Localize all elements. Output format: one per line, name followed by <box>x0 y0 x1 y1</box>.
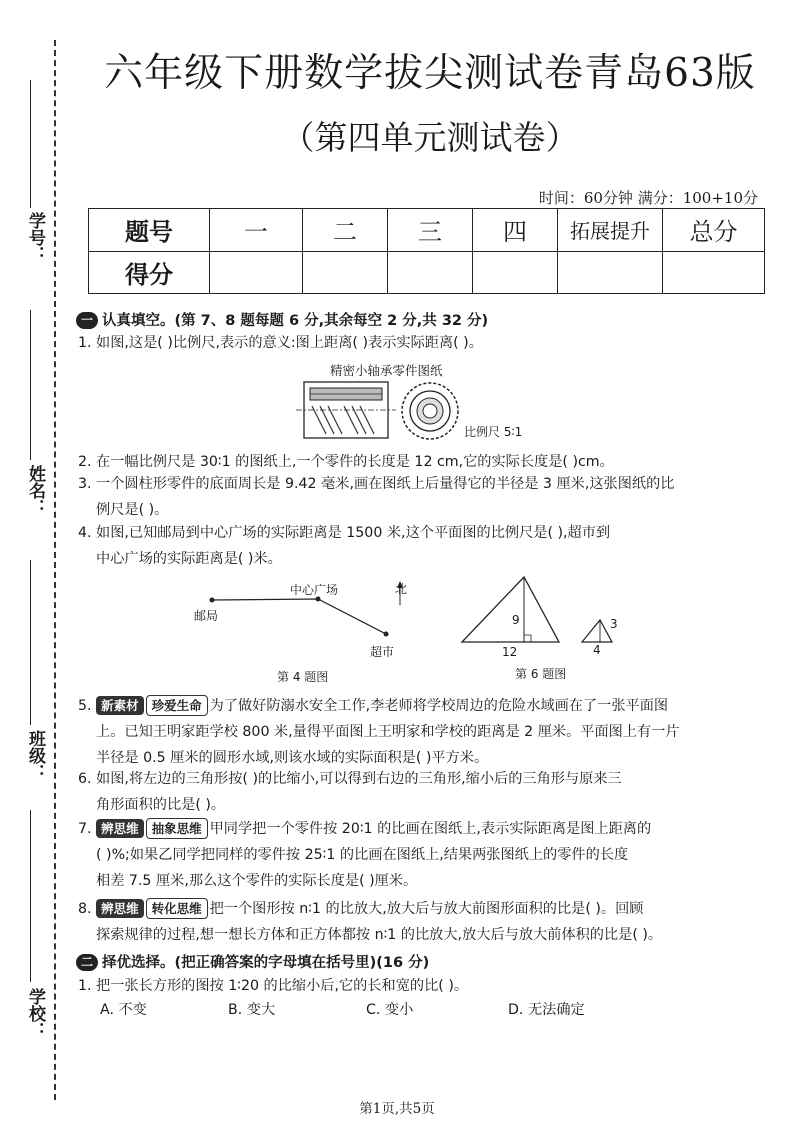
name-line <box>30 310 31 460</box>
school-line <box>30 810 31 982</box>
bearing-drawing <box>296 378 466 444</box>
school-label: 学校： <box>25 988 45 1039</box>
question-7 <box>78 816 748 894</box>
section2-title: 择优选择。(把正确答案的字母填在括号里)(16 分) <box>102 955 430 971</box>
section2-question-1 <box>78 973 748 999</box>
fig1-title: 精密小轴承零件图纸 <box>330 363 443 378</box>
tag-transform-thinking: 转化思维 <box>146 898 208 919</box>
option-c[interactable]: C. 变小 <box>366 1002 414 1018</box>
question-5-line1: 为了做好防溺水安全工作,李老师将学校周边的危险水域画在了一张平面图 <box>209 698 669 714</box>
section2-heading <box>76 951 429 972</box>
tag-new-material: 新素材 <box>96 696 144 715</box>
question-8-line2: 探索规律的过程,想一想长方体和正方体都按 n∶1 的比放大,放大后与放大前体积的比是( )。 <box>96 927 663 943</box>
class-field <box>14 560 48 790</box>
question-7-number: 7. <box>78 821 92 837</box>
question-5-line2: 上。已知王明家距学校 800 米,量得平面图上王明家和学校的距离是 2 厘米。平面图上有一片 <box>96 724 680 740</box>
score-cell[interactable] <box>303 251 388 294</box>
question-7-line3: 相差 7.5 厘米,那么这个零件的实际长度是( )厘米。 <box>96 873 418 889</box>
fig1-scale: 比例尺 5∶1 <box>464 425 523 439</box>
page-title: 六年级下册数学拔尖测试卷青岛63版 <box>104 51 756 96</box>
triangle-height-label: 9 <box>512 613 520 627</box>
tag-critical-thinking: 辨思维 <box>96 819 144 838</box>
question-5-line3: 半径是 0.5 厘米的圆形水域,则该水域的实际面积是( )平方米。 <box>96 750 489 766</box>
name-field <box>14 310 48 520</box>
score-header-cell: 总分 <box>663 209 765 252</box>
score-cell[interactable] <box>558 251 663 294</box>
score-cell[interactable] <box>473 251 558 294</box>
score-table <box>88 208 765 294</box>
time-info: 时间：60分钟 满分：100+10分 <box>538 189 758 207</box>
section1-title: 认真填空。(第 7、8 题每题 6 分,其余每空 2 分,共 32 分) <box>102 313 489 329</box>
map-label-post-office: 邮局 <box>194 609 219 623</box>
option-b[interactable]: B. 变大 <box>228 1002 276 1018</box>
question-7-line2: ( )%;如果乙同学把同样的零件按 25∶1 的比画在图纸上,结果两张图纸上的零件的长度 <box>96 847 629 863</box>
section1-number: 一 <box>76 312 98 329</box>
score-header-cell: 二 <box>303 209 388 252</box>
student-id-label: 学号： <box>25 212 45 263</box>
student-id-line <box>30 80 31 208</box>
question-8 <box>78 896 748 948</box>
tag-critical-thinking: 辨思维 <box>96 899 144 918</box>
question-2-text: 2. 在一幅比例尺是 30∶1 的图纸上,一个零件的长度是 12 cm,它的实际长度是( )cm。 <box>78 454 614 470</box>
question-4-line2: 中心广场的实际距离是( )米。 <box>96 551 282 567</box>
question-8-line1: 把一个图形按 n∶1 的比放大,放大后与放大前图形面积的比是( )。回顾 <box>209 901 644 917</box>
map-label-plaza: 中心广场 <box>290 583 339 597</box>
section2-question-1-text: 1. 把一张长方形的图按 1∶20 的比缩小后,它的长和宽的比( )。 <box>78 978 469 994</box>
question-5-number: 5. <box>78 698 92 714</box>
question-5 <box>78 693 748 771</box>
question-3 <box>78 471 748 523</box>
page-footer: 第1页,共5页 <box>359 1101 435 1117</box>
binding-dashed-line <box>54 40 56 1100</box>
name-label: 姓名： <box>25 465 45 516</box>
map-label-north: 北 <box>395 582 408 596</box>
class-line <box>30 560 31 725</box>
question-4-line1: 4. 如图,已知邮局到中心广场的实际距离是 1500 米,这个平面图的比例尺是( ),超市到 <box>78 525 611 541</box>
question-6 <box>78 766 748 818</box>
score-table-score-row <box>89 251 765 294</box>
map-label-market: 超市 <box>370 645 395 659</box>
score-header-cell: 题号 <box>89 209 210 252</box>
school-field <box>14 810 48 1050</box>
section1-heading <box>76 309 488 330</box>
score-cell[interactable] <box>210 251 303 294</box>
fig6-caption: 第 6 题图 <box>515 667 567 681</box>
question-3-line2: 例尺是( )。 <box>96 502 169 518</box>
score-header-cell: 拓展提升 <box>558 209 663 252</box>
score-table-header-row <box>89 209 765 252</box>
question-3-line1: 3. 一个圆柱形零件的底面周长是 9.42 毫米,画在图纸上后量得它的半径是 3 厘米,这张图纸的比 <box>78 476 675 492</box>
triangle-base-label: 12 <box>502 645 518 659</box>
score-cell[interactable] <box>663 251 765 294</box>
small-triangle-height-label: 3 <box>610 617 618 631</box>
tag-cherish-life: 珍爱生命 <box>146 695 208 716</box>
fig4-caption: 第 4 题图 <box>277 670 329 684</box>
small-triangle-base-label: 4 <box>593 643 601 657</box>
question-1-text: 1. 如图,这是( )比例尺,表示的意义:图上距离( )表示实际距离( )。 <box>78 335 483 351</box>
page-subtitle: （第四单元测试卷） <box>281 118 579 157</box>
class-label: 班级： <box>25 730 45 781</box>
question-4 <box>78 520 748 572</box>
option-d[interactable]: D. 无法确定 <box>508 1002 585 1018</box>
score-row-label: 得分 <box>89 251 210 294</box>
question-1 <box>78 330 748 356</box>
score-cell[interactable] <box>388 251 473 294</box>
tag-abstract-thinking: 抽象思维 <box>146 818 208 839</box>
question-8-number: 8. <box>78 901 92 917</box>
score-header-cell: 四 <box>473 209 558 252</box>
question-6-line1: 6. 如图,将左边的三角形按( )的比缩小,可以得到右边的三角形,缩小后的三角形与原来三 <box>78 771 622 787</box>
score-header-cell: 一 <box>210 209 303 252</box>
student-id-field <box>14 80 48 280</box>
section2-number: 二 <box>76 954 98 971</box>
option-a[interactable]: A. 不变 <box>100 1002 147 1018</box>
triangles-figure <box>455 570 635 660</box>
question-6-line2: 角形面积的比是( )。 <box>96 797 226 813</box>
score-header-cell: 三 <box>388 209 473 252</box>
question-7-line1: 甲同学把一个零件按 20∶1 的比画在图纸上,表示实际距离是图上距离的 <box>209 821 652 837</box>
